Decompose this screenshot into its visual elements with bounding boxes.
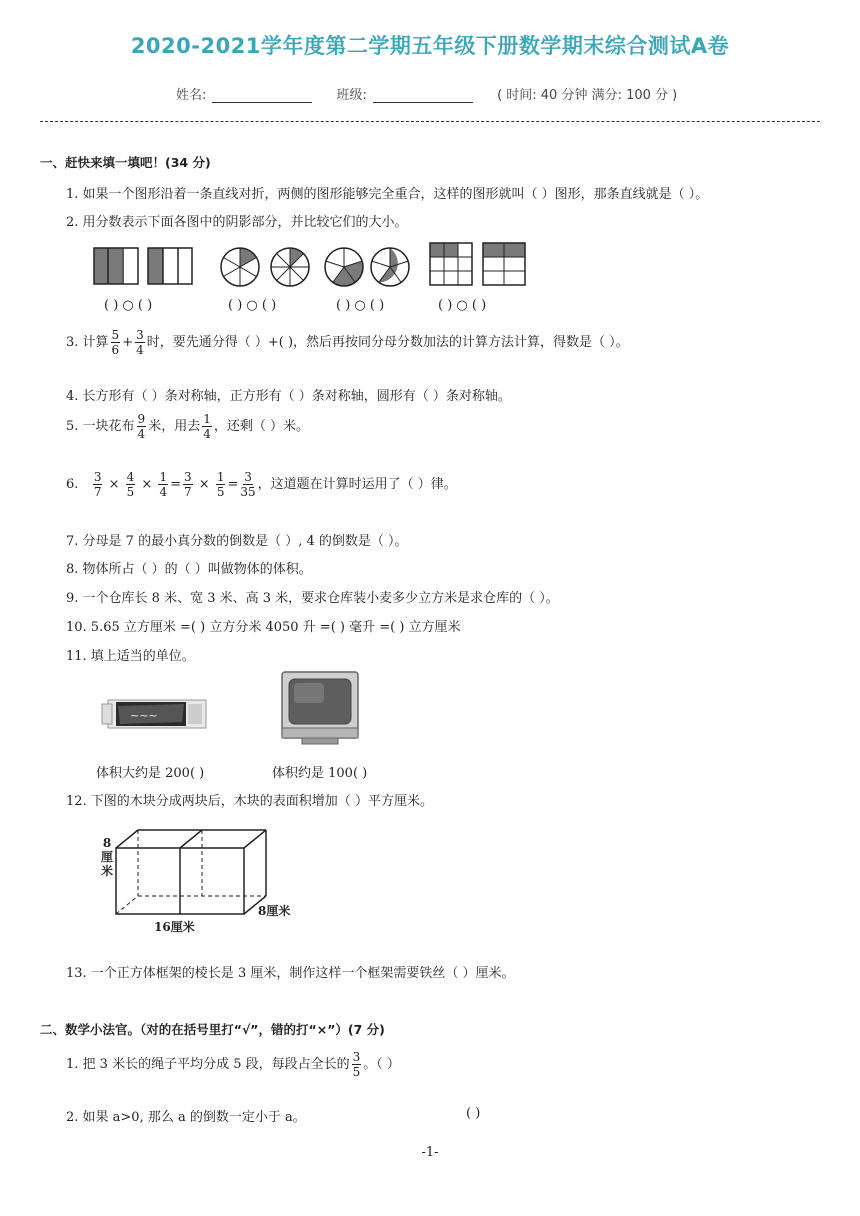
figure-grid-a	[430, 243, 472, 285]
figure-rect-b	[148, 248, 192, 284]
fraction	[126, 470, 136, 499]
fraction-numerator: 9	[137, 412, 146, 426]
cuboid-length-label: 16厘米	[154, 920, 195, 934]
cuboid-height-label	[100, 836, 114, 878]
fraction-numerator: 1	[216, 470, 225, 484]
fraction	[352, 1050, 362, 1079]
figure-grid-b	[483, 243, 525, 285]
question-1-7: 7. 分母是 7 的最小真分数的倒数是（ ）, 4 的倒数是（ ）。	[66, 534, 408, 549]
fraction	[135, 328, 145, 357]
times-sign: ×	[141, 477, 153, 492]
plus-sign: +	[122, 335, 134, 350]
question-1-13: 13. 一个正方体框架的棱长是 3 厘米，制作这样一个框架需要铁丝（ ）厘米。	[66, 966, 515, 981]
page-number: -1-	[421, 1145, 439, 1160]
fraction-numerator: 5	[111, 328, 120, 342]
fraction	[216, 470, 226, 499]
fraction	[93, 470, 103, 499]
q11-caption-tv[interactable]: 体积约是 100( )	[272, 766, 368, 781]
fraction-denominator: 5	[126, 485, 135, 499]
name-label: 姓名:	[176, 88, 207, 103]
question-1-6	[66, 470, 457, 499]
class-label: 班级:	[336, 88, 367, 103]
fraction-denominator: 5	[216, 485, 225, 499]
fraction-figures	[90, 240, 540, 290]
fraction-denominator: 7	[93, 485, 102, 499]
section-2-heading: 二、数学小法官。（对的在括号里打“√”，错的打“×”）(7 分)	[40, 1022, 385, 1037]
equals-sign: =	[227, 477, 239, 492]
s2q1-pre: 1. 把 3 米长的绳子平均分成 5 段，每段占全长的	[66, 1057, 350, 1072]
fraction-numerator: 3	[136, 328, 144, 342]
fraction-denominator: 4	[136, 343, 144, 357]
page-title: 2020-2021学年度第二学期五年级下册数学期末综合测试A卷	[130, 34, 730, 58]
question-1-8: 8. 物体所占（ ）的（ ）叫做物体的体积。	[66, 562, 312, 577]
fraction	[240, 470, 255, 499]
question-1-2: 2. 用分数表示下面各图中的阴影部分，并比较它们的大小。	[66, 215, 408, 230]
compare-1[interactable]: ( ) ○ ( )	[104, 298, 153, 313]
times-sign: ×	[198, 477, 210, 492]
question-1-3	[66, 328, 629, 357]
cuboid-width-label: 8厘米	[258, 904, 291, 918]
cuboid-figure	[94, 826, 304, 936]
question-2-1	[66, 1050, 400, 1079]
fraction-numerator: 3	[352, 1050, 361, 1064]
fraction-denominator: 4	[137, 427, 146, 441]
fraction-numerator: 3	[244, 470, 252, 484]
times-sign: ×	[108, 477, 120, 492]
compare-3[interactable]: ( ) ○ ( )	[336, 298, 385, 313]
q3-pre: 3. 计算	[66, 335, 109, 350]
fraction-numerator: 1	[203, 412, 211, 426]
q5-post: ，还剩（ ）米。	[213, 419, 309, 434]
svg-text:~~~: ~~~	[130, 709, 158, 722]
s2q2-answer-paren[interactable]: ( )	[466, 1106, 481, 1121]
figure-circle-b	[271, 248, 309, 286]
cuboid-height-unit-1: 厘	[100, 850, 113, 864]
fraction-denominator: 5	[352, 1065, 361, 1079]
q5-pre: 5. 一块花布	[66, 419, 135, 434]
fraction	[183, 470, 193, 499]
student-info-line	[176, 84, 677, 103]
equals-sign: =	[170, 477, 182, 492]
name-blank[interactable]	[212, 90, 312, 103]
question-1-4: 4. 长方形有（ ）条对称轴，正方形有（ ）条对称轴，圆形有（ ）条对称轴。	[66, 389, 511, 404]
class-blank[interactable]	[373, 90, 473, 103]
fraction	[111, 328, 121, 357]
q5-mid: 米，用去	[148, 419, 201, 434]
question-1-1: 1. 如果一个图形沿着一条直线对折，两侧的图形能够完全重合，这样的图形就叫（ ）图形，那条直线就是（ ）。	[66, 187, 709, 202]
fraction	[158, 470, 168, 499]
fraction-numerator: 3	[93, 470, 102, 484]
figure-circle-a	[221, 248, 259, 286]
cuboid-height-unit-2: 米	[100, 864, 113, 878]
question-2-2: 2. 如果 a>0, 那么 a 的倒数一定小于 a。	[66, 1110, 306, 1125]
question-1-10: 10. 5.65 立方厘米 =( ) 立方分米 4050 升 =( ) 毫升 =( ) 立方厘米	[66, 620, 461, 635]
q6-post: ，这道题在计算时运用了（ ）律。	[257, 477, 457, 492]
section-1-heading: 一、赶快来填一填吧！(34 分)	[40, 155, 211, 170]
fraction-denominator: 7	[184, 485, 192, 499]
figure-circle-d	[371, 248, 409, 286]
question-1-5	[66, 412, 309, 441]
compare-4[interactable]: ( ) ○ ( )	[438, 298, 487, 313]
compare-2[interactable]: ( ) ○ ( )	[228, 298, 277, 313]
fraction-denominator: 4	[159, 485, 168, 499]
fraction	[202, 412, 212, 441]
fraction-denominator: 6	[111, 343, 120, 357]
question-1-9: 9. 一个仓库长 8 米、宽 3 米、高 3 米，要求仓库装小麦多少立方米是求仓库的（ ）。	[66, 591, 559, 606]
fraction-numerator: 4	[126, 470, 135, 484]
q11-caption-toothpaste[interactable]: 体积大约是 200( )	[96, 766, 205, 781]
fraction-numerator: 1	[159, 470, 168, 484]
figure-rect-a	[94, 248, 138, 284]
time-score: ( 时间: 40 分钟 满分: 100 分 )	[497, 88, 678, 103]
toothpaste-image	[98, 682, 213, 738]
question-1-11: 11. 填上适当的单位。	[66, 649, 195, 664]
q6-label: 6.	[66, 477, 79, 492]
divider	[40, 121, 820, 122]
question-1-12: 12. 下图的木块分成两块后，木块的表面积增加（ ）平方厘米。	[66, 794, 433, 809]
s2q1-post[interactable]: 。（ ）	[363, 1057, 400, 1072]
tv-image	[280, 670, 360, 748]
fraction	[137, 412, 147, 441]
fraction-denominator: 4	[203, 427, 211, 441]
q3-post: 时，要先通分得（ ）+( )，然后再按同分母分数加法的计算方法计算，得数是（ ）。	[146, 335, 629, 350]
fraction-numerator: 3	[184, 470, 192, 484]
cuboid-height-digit: 8	[102, 836, 112, 850]
fraction-denominator: 35	[240, 485, 256, 499]
figure-circle-c	[325, 248, 363, 286]
